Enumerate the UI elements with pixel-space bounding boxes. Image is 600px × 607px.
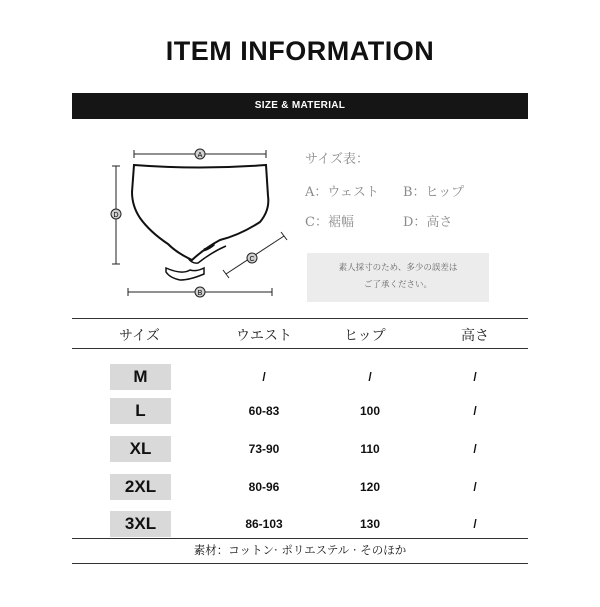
header-size: サイズ bbox=[119, 328, 160, 344]
label-a: A bbox=[197, 152, 203, 159]
legend-d: D：高さ bbox=[403, 215, 453, 230]
hip-cell: 100 bbox=[359, 404, 381, 418]
table-header-rule bbox=[72, 348, 528, 349]
material-bottom-rule bbox=[72, 563, 528, 564]
table-row bbox=[0, 364, 600, 390]
table-row bbox=[0, 398, 600, 424]
size-cell: XL bbox=[110, 436, 171, 462]
waist-cell: 86-103 bbox=[245, 517, 283, 531]
table-row bbox=[0, 511, 600, 537]
legend-b: B：ヒップ bbox=[403, 185, 465, 200]
section-banner: SIZE & MATERIAL bbox=[72, 93, 528, 119]
hip-cell: 120 bbox=[359, 480, 381, 494]
height-cell: / bbox=[473, 442, 477, 456]
dimension-c bbox=[223, 232, 287, 278]
header-hip: ヒップ bbox=[344, 328, 386, 344]
hip-cell: 110 bbox=[360, 442, 380, 456]
measurement-note bbox=[307, 253, 489, 302]
size-legend-heading: サイズ表： bbox=[305, 152, 369, 167]
size-legend-row-cd bbox=[305, 211, 501, 230]
size-cell: 3XL bbox=[110, 511, 171, 537]
hip-cell: / bbox=[368, 370, 372, 384]
table-row bbox=[0, 436, 600, 462]
note-line-2: ご了承ください。 bbox=[363, 280, 432, 290]
header-waist: ウエスト bbox=[236, 328, 292, 344]
size-cell: L bbox=[110, 398, 171, 424]
size-cell: 2XL bbox=[110, 474, 171, 500]
legend-a: A：ウェスト bbox=[305, 185, 379, 200]
height-cell: / bbox=[473, 404, 477, 418]
waist-cell: 73-90 bbox=[248, 442, 280, 456]
label-c: C bbox=[249, 256, 255, 263]
label-b: B bbox=[197, 290, 203, 297]
waist-cell: / bbox=[262, 370, 266, 384]
table-row bbox=[0, 474, 600, 500]
page-title: ITEM INFORMATION bbox=[165, 36, 435, 66]
height-cell: / bbox=[473, 480, 477, 494]
header-height: 高さ bbox=[461, 328, 489, 344]
table-top-rule bbox=[72, 318, 528, 319]
size-cell: M bbox=[110, 364, 171, 390]
legend-c: C：裾幅 bbox=[305, 215, 354, 230]
waist-cell: 80-96 bbox=[248, 480, 280, 494]
waist-cell: 60-83 bbox=[248, 404, 280, 418]
size-legend-row-ab bbox=[305, 181, 501, 200]
table-bottom-rule bbox=[72, 538, 528, 539]
label-d: D bbox=[113, 212, 119, 219]
panty-outline bbox=[132, 165, 268, 280]
height-cell: / bbox=[473, 370, 477, 384]
note-line-1: 素人採寸のため、多少の誤差は bbox=[338, 263, 458, 273]
garment-diagram bbox=[100, 140, 300, 310]
height-cell: / bbox=[473, 517, 477, 531]
hip-cell: 130 bbox=[359, 517, 381, 531]
material-text: 素材：コットン· ポリエステル · そのほか bbox=[193, 543, 407, 557]
